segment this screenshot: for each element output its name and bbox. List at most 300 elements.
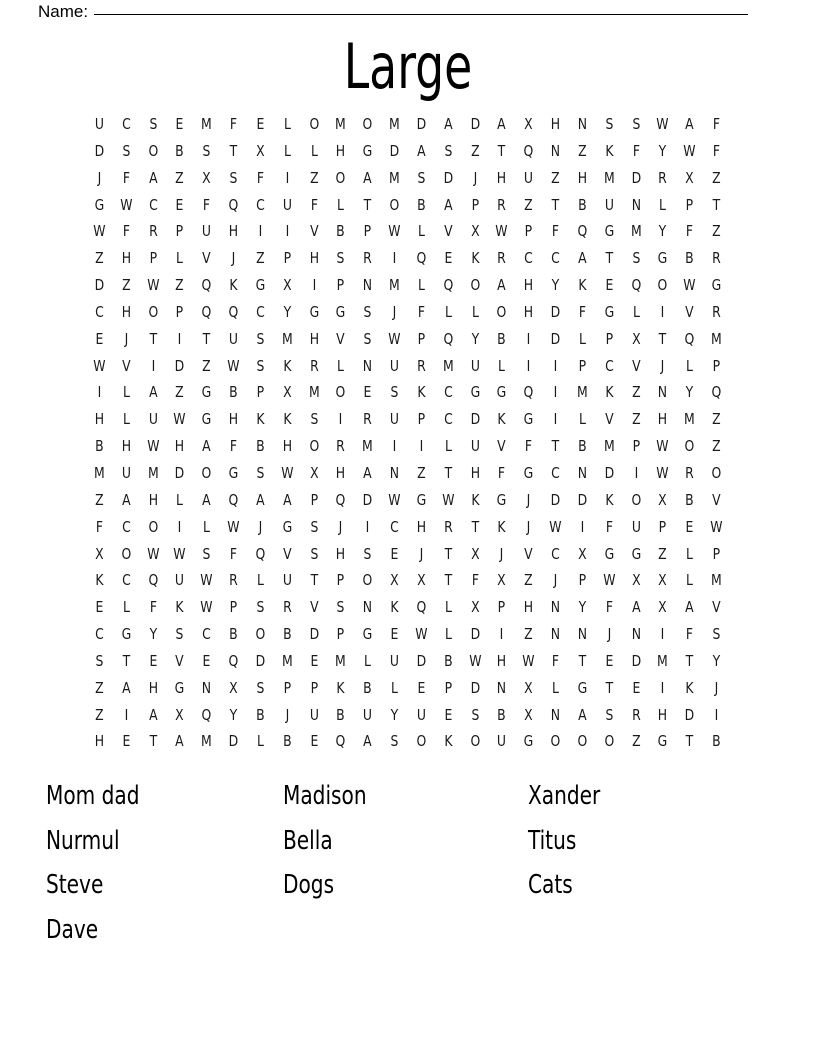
grid-letter[interactable]: Q xyxy=(201,302,212,321)
grid-letter[interactable]: A xyxy=(417,141,426,160)
grid-letter[interactable]: U xyxy=(389,356,400,375)
grid-letter[interactable]: W xyxy=(656,437,669,456)
grid-letter[interactable]: R xyxy=(363,410,373,429)
grid-letter[interactable]: Q xyxy=(255,544,266,563)
grid-letter[interactable]: L xyxy=(632,302,640,321)
grid-letter[interactable]: M xyxy=(94,463,105,482)
grid-letter[interactable]: B xyxy=(175,141,185,160)
grid-letter[interactable]: H xyxy=(94,410,105,429)
grid-letter[interactable]: S xyxy=(256,329,265,348)
grid-letter[interactable]: A xyxy=(148,705,158,724)
grid-letter[interactable]: Y xyxy=(685,383,694,402)
grid-letter[interactable]: A xyxy=(497,115,507,133)
grid-letter[interactable]: J xyxy=(419,544,424,563)
grid-letter[interactable]: L xyxy=(444,302,452,321)
grid-letter[interactable]: F xyxy=(203,195,211,214)
grid-letter[interactable]: K xyxy=(605,490,614,509)
grid-letter[interactable]: B xyxy=(229,383,238,402)
grid-letter[interactable]: X xyxy=(685,168,694,187)
grid-letter[interactable]: G xyxy=(711,276,722,295)
grid-letter[interactable]: W xyxy=(93,222,106,241)
grid-letter[interactable]: Z xyxy=(309,168,319,187)
grid-letter[interactable]: J xyxy=(526,490,531,509)
grid-letter[interactable]: N xyxy=(550,141,561,160)
grid-letter[interactable]: Z xyxy=(524,571,533,590)
grid-letter[interactable]: K xyxy=(256,410,265,429)
grid-letter[interactable]: E xyxy=(363,383,372,402)
grid-letter[interactable]: X xyxy=(470,598,480,617)
grid-letter[interactable]: A xyxy=(148,168,158,187)
grid-letter[interactable]: U xyxy=(309,705,319,724)
grid-letter[interactable]: H xyxy=(121,437,131,456)
grid-letter[interactable]: C xyxy=(551,544,560,563)
grid-letter[interactable]: C xyxy=(95,302,104,321)
grid-letter[interactable]: R xyxy=(712,249,721,268)
grid-letter[interactable]: X xyxy=(658,490,668,509)
grid-letter[interactable]: Z xyxy=(658,544,668,563)
grid-letter[interactable]: K xyxy=(175,598,184,617)
grid-letter[interactable]: E xyxy=(390,544,399,563)
grid-letter[interactable]: U xyxy=(282,195,292,214)
grid-letter[interactable]: K xyxy=(444,732,453,751)
grid-letter[interactable]: O xyxy=(148,302,158,321)
grid-letter[interactable]: N xyxy=(550,705,561,724)
grid-letter[interactable]: S xyxy=(632,249,640,268)
grid-letter[interactable]: H xyxy=(658,410,668,429)
grid-letter[interactable]: Q xyxy=(711,383,722,402)
word-search-grid[interactable] xyxy=(86,111,730,755)
grid-letter[interactable]: X xyxy=(202,168,211,187)
grid-letter[interactable]: S xyxy=(444,141,453,160)
grid-letter[interactable]: J xyxy=(473,168,477,187)
grid-letter[interactable]: Q xyxy=(443,276,454,295)
grid-letter[interactable]: S xyxy=(122,141,131,160)
grid-letter[interactable]: Z xyxy=(551,168,560,187)
grid-letter[interactable]: Y xyxy=(149,625,157,644)
grid-letter[interactable]: S xyxy=(256,598,265,617)
grid-letter[interactable]: E xyxy=(149,651,157,670)
grid-letter[interactable]: H xyxy=(497,168,507,187)
grid-letter[interactable]: Z xyxy=(712,410,721,429)
grid-letter[interactable]: L xyxy=(203,517,211,536)
grid-letter[interactable]: O xyxy=(470,276,480,295)
grid-letter[interactable]: U xyxy=(497,732,507,751)
grid-letter[interactable]: O xyxy=(631,490,641,509)
grid-letter[interactable]: F xyxy=(605,598,613,617)
grid-letter[interactable]: K xyxy=(605,383,614,402)
grid-letter[interactable]: M xyxy=(684,410,695,429)
grid-letter[interactable]: Q xyxy=(335,732,346,751)
grid-letter[interactable]: O xyxy=(148,141,158,160)
grid-letter[interactable]: N xyxy=(658,383,668,402)
grid-letter[interactable]: Z xyxy=(631,383,641,402)
grid-letter[interactable]: F xyxy=(686,625,694,644)
grid-letter[interactable]: H xyxy=(497,651,507,670)
grid-letter[interactable]: W xyxy=(468,651,482,670)
grid-letter[interactable]: M xyxy=(362,437,374,456)
grid-letter[interactable]: A xyxy=(443,195,453,214)
grid-letter[interactable]: X xyxy=(282,276,292,295)
grid-letter[interactable]: B xyxy=(229,625,238,644)
grid-letter[interactable]: R xyxy=(497,195,507,214)
grid-letter[interactable]: O xyxy=(577,732,588,751)
grid-letter[interactable]: C xyxy=(95,625,104,644)
grid-letter[interactable]: Y xyxy=(390,705,399,724)
grid-letter[interactable]: O xyxy=(657,276,668,295)
grid-letter[interactable]: J xyxy=(553,571,558,590)
grid-letter[interactable]: L xyxy=(122,410,130,429)
grid-letter[interactable]: H xyxy=(121,302,131,321)
grid-letter[interactable]: T xyxy=(149,732,157,751)
grid-letter[interactable]: Z xyxy=(202,356,211,375)
grid-letter[interactable]: P xyxy=(149,249,157,268)
grid-letter[interactable]: Y xyxy=(659,222,667,241)
grid-letter[interactable]: I xyxy=(553,410,558,429)
grid-letter[interactable]: B xyxy=(336,222,346,241)
grid-letter[interactable]: L xyxy=(364,651,372,670)
grid-letter[interactable]: E xyxy=(310,651,318,670)
grid-letter[interactable]: O xyxy=(335,383,346,402)
grid-letter[interactable]: Z xyxy=(95,249,104,268)
grid-letter[interactable]: M xyxy=(603,168,615,187)
grid-letter[interactable]: W xyxy=(120,195,133,214)
grid-letter[interactable]: T xyxy=(229,141,238,160)
grid-letter[interactable]: K xyxy=(470,490,480,509)
grid-letter[interactable]: W xyxy=(683,276,696,295)
grid-letter[interactable]: G xyxy=(604,302,614,321)
grid-letter[interactable]: U xyxy=(202,222,212,241)
grid-letter[interactable]: V xyxy=(309,222,319,241)
grid-letter[interactable]: R xyxy=(497,249,507,268)
grid-letter[interactable]: H xyxy=(550,115,561,133)
word-list-item[interactable]: Titus xyxy=(528,825,577,856)
grid-letter[interactable]: R xyxy=(229,571,238,590)
grid-letter[interactable]: A xyxy=(202,490,211,509)
grid-letter[interactable]: M xyxy=(201,115,213,133)
grid-letter[interactable]: Y xyxy=(659,141,667,160)
grid-letter[interactable]: Y xyxy=(551,276,560,295)
grid-letter[interactable]: Y xyxy=(471,329,479,348)
grid-letter[interactable]: E xyxy=(632,678,640,697)
grid-letter[interactable]: P xyxy=(685,195,694,214)
grid-letter[interactable]: D xyxy=(470,410,480,429)
grid-letter[interactable]: R xyxy=(712,302,721,321)
grid-letter[interactable]: I xyxy=(500,625,504,644)
grid-letter[interactable]: A xyxy=(121,490,131,509)
grid-letter[interactable]: L xyxy=(176,249,184,268)
grid-letter[interactable]: W xyxy=(656,115,669,133)
grid-letter[interactable]: M xyxy=(603,437,615,456)
grid-letter[interactable]: Z xyxy=(417,463,426,482)
grid-letter[interactable]: L xyxy=(417,222,425,241)
grid-letter[interactable]: I xyxy=(285,168,290,187)
grid-letter[interactable]: I xyxy=(339,410,343,429)
grid-letter[interactable]: X xyxy=(524,705,533,724)
grid-letter[interactable]: R xyxy=(658,168,668,187)
grid-letter[interactable]: S xyxy=(390,732,399,751)
grid-letter[interactable]: D xyxy=(470,625,480,644)
grid-letter[interactable]: V xyxy=(685,302,694,321)
grid-letter[interactable]: G xyxy=(497,490,507,509)
grid-letter[interactable]: G xyxy=(201,410,212,429)
grid-letter[interactable]: D xyxy=(550,490,561,509)
grid-letter[interactable]: X xyxy=(524,678,533,697)
grid-letter[interactable]: N xyxy=(202,678,212,697)
grid-letter[interactable]: T xyxy=(444,571,452,590)
grid-letter[interactable]: W xyxy=(442,490,455,509)
grid-letter[interactable]: H xyxy=(658,705,668,724)
grid-letter[interactable]: P xyxy=(229,598,238,617)
grid-letter[interactable]: F xyxy=(498,463,506,482)
grid-letter[interactable]: V xyxy=(604,410,614,429)
word-list-item[interactable]: Steve xyxy=(46,870,104,900)
grid-letter[interactable]: X xyxy=(658,571,668,590)
grid-letter[interactable]: D xyxy=(94,276,105,295)
grid-letter[interactable]: A xyxy=(148,383,158,402)
grid-letter[interactable]: N xyxy=(577,115,587,133)
grid-letter[interactable]: L xyxy=(659,195,667,214)
grid-letter[interactable]: H xyxy=(309,249,319,268)
grid-letter[interactable]: F xyxy=(95,517,103,536)
grid-letter[interactable]: O xyxy=(550,732,561,751)
grid-letter[interactable]: H xyxy=(470,463,480,482)
grid-letter[interactable]: H xyxy=(94,732,105,751)
grid-letter[interactable]: H xyxy=(121,249,131,268)
grid-letter[interactable]: H xyxy=(336,544,346,563)
grid-letter[interactable]: M xyxy=(308,383,320,402)
grid-letter[interactable]: A xyxy=(578,705,587,724)
grid-letter[interactable]: G xyxy=(631,544,641,563)
grid-letter[interactable]: M xyxy=(576,383,588,402)
grid-letter[interactable]: A xyxy=(685,115,694,133)
grid-letter[interactable]: D xyxy=(175,463,185,482)
word-list-item[interactable]: Xander xyxy=(528,781,601,811)
grid-letter[interactable]: K xyxy=(605,141,614,160)
grid-letter[interactable]: D xyxy=(443,168,453,187)
grid-letter[interactable]: L xyxy=(337,356,345,375)
grid-letter[interactable]: Z xyxy=(95,705,104,724)
grid-letter[interactable]: Q xyxy=(148,571,158,590)
grid-letter[interactable]: X xyxy=(229,678,238,697)
grid-letter[interactable]: M xyxy=(657,651,669,670)
grid-letter[interactable]: B xyxy=(282,732,292,751)
grid-letter[interactable]: W xyxy=(388,329,401,348)
grid-letter[interactable]: J xyxy=(714,678,719,697)
grid-letter[interactable]: M xyxy=(389,276,400,295)
grid-letter[interactable]: I xyxy=(392,437,397,456)
grid-letter[interactable]: U xyxy=(229,329,239,348)
grid-letter[interactable]: Z xyxy=(578,141,587,160)
grid-letter[interactable]: U xyxy=(363,705,373,724)
grid-letter[interactable]: L xyxy=(283,115,291,133)
grid-letter[interactable]: D xyxy=(604,463,614,482)
grid-letter[interactable]: S xyxy=(605,705,614,724)
grid-letter[interactable]: X xyxy=(497,571,507,590)
grid-letter[interactable]: G xyxy=(362,141,373,160)
grid-letter[interactable]: H xyxy=(523,598,534,617)
grid-letter[interactable]: W xyxy=(522,651,535,670)
grid-letter[interactable]: O xyxy=(309,115,319,133)
grid-letter[interactable]: P xyxy=(176,302,184,321)
grid-letter[interactable]: F xyxy=(149,598,157,617)
grid-letter[interactable]: P xyxy=(417,329,426,348)
grid-letter[interactable]: X xyxy=(309,463,319,482)
grid-letter[interactable]: F xyxy=(525,437,533,456)
grid-letter[interactable]: A xyxy=(256,490,265,509)
grid-letter[interactable]: S xyxy=(605,115,614,133)
grid-letter[interactable]: G xyxy=(577,678,588,697)
grid-letter[interactable]: X xyxy=(390,571,399,590)
grid-letter[interactable]: T xyxy=(685,651,694,670)
grid-letter[interactable]: F xyxy=(417,302,425,321)
grid-letter[interactable]: D xyxy=(94,141,105,160)
grid-letter[interactable]: L xyxy=(417,276,425,295)
grid-letter[interactable]: U xyxy=(604,195,614,214)
grid-letter[interactable]: J xyxy=(392,302,397,321)
grid-letter[interactable]: I xyxy=(660,302,665,321)
grid-letter[interactable]: D xyxy=(309,625,319,644)
grid-letter[interactable]: W xyxy=(495,222,508,241)
grid-letter[interactable]: B xyxy=(578,195,587,214)
grid-letter[interactable]: G xyxy=(416,490,427,509)
grid-letter[interactable]: U xyxy=(524,168,534,187)
grid-letter[interactable]: P xyxy=(176,222,184,241)
grid-letter[interactable]: O xyxy=(470,732,480,751)
grid-letter[interactable]: C xyxy=(443,410,453,429)
grid-letter[interactable]: W xyxy=(281,463,294,482)
grid-letter[interactable]: E xyxy=(444,705,453,724)
grid-letter[interactable]: C xyxy=(202,625,212,644)
grid-letter[interactable]: L xyxy=(337,195,345,214)
grid-letter[interactable]: Z xyxy=(121,276,131,295)
grid-letter[interactable]: Z xyxy=(470,141,480,160)
grid-letter[interactable]: M xyxy=(335,651,347,670)
grid-letter[interactable]: B xyxy=(336,705,346,724)
grid-letter[interactable]: X xyxy=(256,141,265,160)
grid-letter[interactable]: Q xyxy=(228,490,239,509)
grid-letter[interactable]: D xyxy=(470,115,480,133)
grid-letter[interactable]: W xyxy=(227,517,240,536)
grid-letter[interactable]: S xyxy=(712,625,721,644)
grid-letter[interactable]: L xyxy=(686,571,694,590)
grid-letter[interactable]: I xyxy=(285,222,290,241)
grid-letter[interactable]: Z xyxy=(175,168,185,187)
grid-letter[interactable]: E xyxy=(605,651,614,670)
grid-letter[interactable]: M xyxy=(442,356,454,375)
grid-letter[interactable]: D xyxy=(175,356,185,375)
grid-letter[interactable]: W xyxy=(146,544,160,563)
grid-letter[interactable]: Y xyxy=(578,598,587,617)
grid-letter[interactable]: J xyxy=(97,168,102,187)
grid-letter[interactable]: Q xyxy=(577,222,588,241)
grid-letter[interactable]: X xyxy=(578,544,587,563)
grid-letter[interactable]: Q xyxy=(201,705,212,724)
grid-letter[interactable]: N xyxy=(550,625,561,644)
grid-letter[interactable]: A xyxy=(443,115,453,133)
grid-letter[interactable]: Y xyxy=(283,302,291,321)
grid-letter[interactable]: N xyxy=(497,678,507,697)
grid-letter[interactable]: P xyxy=(524,222,533,241)
grid-letter[interactable]: G xyxy=(362,625,373,644)
grid-letter[interactable]: C xyxy=(604,356,614,375)
grid-letter[interactable]: C xyxy=(121,517,131,536)
grid-letter[interactable]: F xyxy=(712,115,721,133)
grid-letter[interactable]: R xyxy=(148,222,158,241)
grid-letter[interactable]: Q xyxy=(228,651,239,670)
grid-letter[interactable]: R xyxy=(336,437,346,456)
grid-letter[interactable]: D xyxy=(255,651,266,670)
grid-letter[interactable]: D xyxy=(577,490,588,509)
word-list-item[interactable]: Dave xyxy=(46,914,99,945)
grid-letter[interactable]: L xyxy=(122,598,130,617)
grid-letter[interactable]: I xyxy=(526,356,531,375)
grid-letter[interactable]: W xyxy=(227,356,240,375)
grid-letter[interactable]: B xyxy=(685,249,694,268)
grid-letter[interactable]: F xyxy=(122,168,130,187)
grid-letter[interactable]: T xyxy=(363,195,372,214)
grid-letter[interactable]: G xyxy=(523,410,534,429)
grid-letter[interactable]: R xyxy=(685,463,694,482)
grid-letter[interactable]: M xyxy=(281,329,293,348)
grid-letter[interactable]: I xyxy=(419,437,424,456)
grid-letter[interactable]: F xyxy=(686,222,694,241)
grid-letter[interactable]: M xyxy=(281,651,293,670)
grid-letter[interactable]: J xyxy=(285,705,290,724)
grid-letter[interactable]: Q xyxy=(335,490,346,509)
grid-letter[interactable]: Z xyxy=(95,678,104,697)
grid-letter[interactable]: B xyxy=(256,705,265,724)
grid-letter[interactable]: X xyxy=(631,571,641,590)
grid-letter[interactable]: F xyxy=(471,571,479,590)
grid-letter[interactable]: L xyxy=(578,329,586,348)
grid-letter[interactable]: E xyxy=(202,651,211,670)
word-list-item[interactable]: Mom dad xyxy=(46,781,140,811)
grid-letter[interactable]: T xyxy=(149,329,157,348)
grid-letter[interactable]: G xyxy=(657,732,668,751)
grid-letter[interactable]: M xyxy=(711,571,722,590)
grid-letter[interactable]: H xyxy=(336,141,346,160)
grid-letter[interactable]: O xyxy=(711,463,722,482)
grid-letter[interactable]: Q xyxy=(416,249,427,268)
grid-letter[interactable]: Q xyxy=(523,383,534,402)
grid-letter[interactable]: S xyxy=(471,705,479,724)
grid-letter[interactable]: Z xyxy=(712,222,721,241)
grid-letter[interactable]: A xyxy=(175,732,185,751)
grid-letter[interactable]: T xyxy=(712,195,721,214)
grid-letter[interactable]: P xyxy=(310,490,318,509)
grid-letter[interactable]: I xyxy=(634,463,638,482)
grid-letter[interactable]: V xyxy=(712,598,721,617)
grid-letter[interactable]: M xyxy=(389,115,400,133)
grid-letter[interactable]: K xyxy=(685,678,694,697)
grid-letter[interactable]: G xyxy=(121,625,132,644)
grid-letter[interactable]: K xyxy=(283,410,292,429)
grid-letter[interactable]: U xyxy=(282,571,292,590)
grid-letter[interactable]: J xyxy=(339,517,343,536)
grid-letter[interactable]: F xyxy=(229,544,238,563)
grid-letter[interactable]: C xyxy=(148,195,158,214)
grid-letter[interactable]: B xyxy=(712,732,721,751)
grid-letter[interactable]: B xyxy=(363,678,372,697)
grid-letter[interactable]: P xyxy=(337,625,345,644)
grid-letter[interactable]: U xyxy=(631,517,641,536)
grid-letter[interactable]: T xyxy=(444,544,452,563)
grid-letter[interactable]: Z xyxy=(256,249,265,268)
grid-letter[interactable]: I xyxy=(714,705,719,724)
grid-letter[interactable]: S xyxy=(175,625,184,644)
grid-letter[interactable]: H xyxy=(577,168,587,187)
grid-letter[interactable]: A xyxy=(363,463,372,482)
